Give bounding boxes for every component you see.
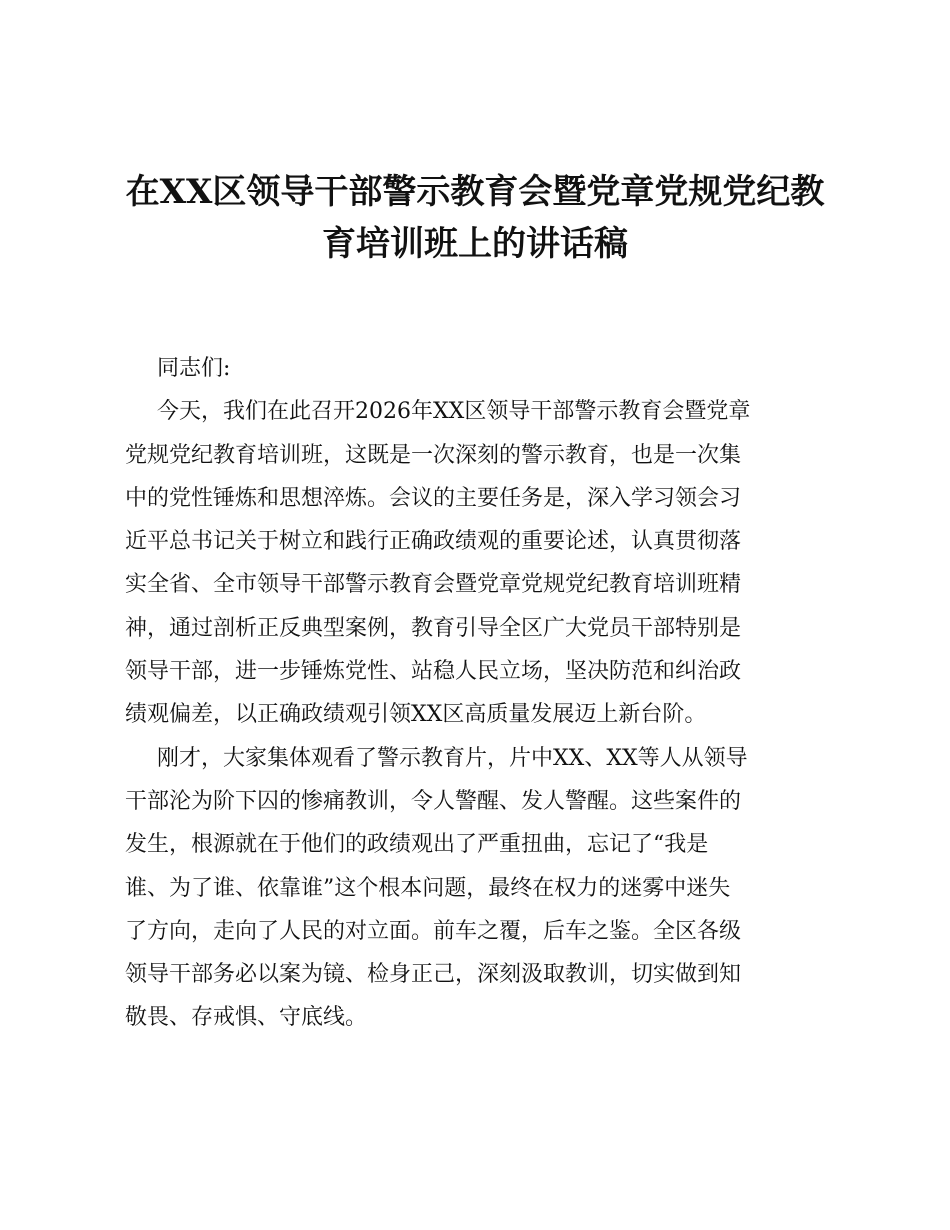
paragraph-line: 刚才，大家集体观看了警示教育片，片中XX、XX等人从领导	[157, 745, 748, 771]
paragraph-line: 今天，我们在此召开2026年XX区领导干部警示教育会暨党章	[157, 399, 751, 425]
paragraph-line: 绩观偏差，以正确政绩观引领XX区高质量发展迈上新台阶。	[125, 702, 707, 728]
title-line: 育培训班上的讲话稿	[322, 224, 628, 264]
title-line: 在XX区领导干部警示教育会暨党章党规党纪教	[125, 172, 825, 212]
paragraph-line: 神，通过剖析正反典型案例，教育引导全区广大党员干部特别是	[125, 615, 742, 641]
paragraph-line: 党规党纪教育培训班，这既是一次深刻的警示教育，也是一次集	[125, 442, 742, 468]
paragraph-line: 了方向，走向了人民的对立面。前车之覆，后车之鉴。全区各级	[125, 918, 742, 944]
paragraph-line: 敬畏、存戒惧、守底线。	[125, 1005, 368, 1031]
paragraph-line: 谁、为了谁、依靠谁”这个根本问题，最终在权力的迷雾中迷失	[125, 875, 731, 901]
paragraph-1	[125, 390, 825, 736]
paragraph-2	[125, 737, 825, 1040]
paragraph-line: 中的党性锤炼和思想淬炼。会议的主要任务是，深入学习领会习	[125, 485, 742, 511]
document-title	[110, 166, 840, 270]
paragraph-line: 实全省、全市领导干部警示教育会暨党章党规党纪教育培训班精	[125, 572, 742, 598]
paragraph-line: 干部沦为阶下囚的惨痛教训，令人警醒、发人警醒。这些案件的	[125, 788, 742, 814]
paragraph-line: 近平总书记关于树立和践行正确政绩观的重要论述，认真贯彻落	[125, 529, 742, 555]
paragraph-line: 领导干部务必以案为镜、检身正己，深刻汲取教训，切实做到知	[125, 962, 742, 988]
salutation: 同志们:	[157, 356, 231, 381]
document-body	[125, 347, 825, 1040]
paragraph-line: 领导干部，进一步锤炼党性、站稳人民立场，坚决防范和纠治政	[125, 659, 742, 685]
paragraph-line: 发生，根源就在于他们的政绩观出了严重扭曲，忘记了“我是	[125, 832, 709, 858]
